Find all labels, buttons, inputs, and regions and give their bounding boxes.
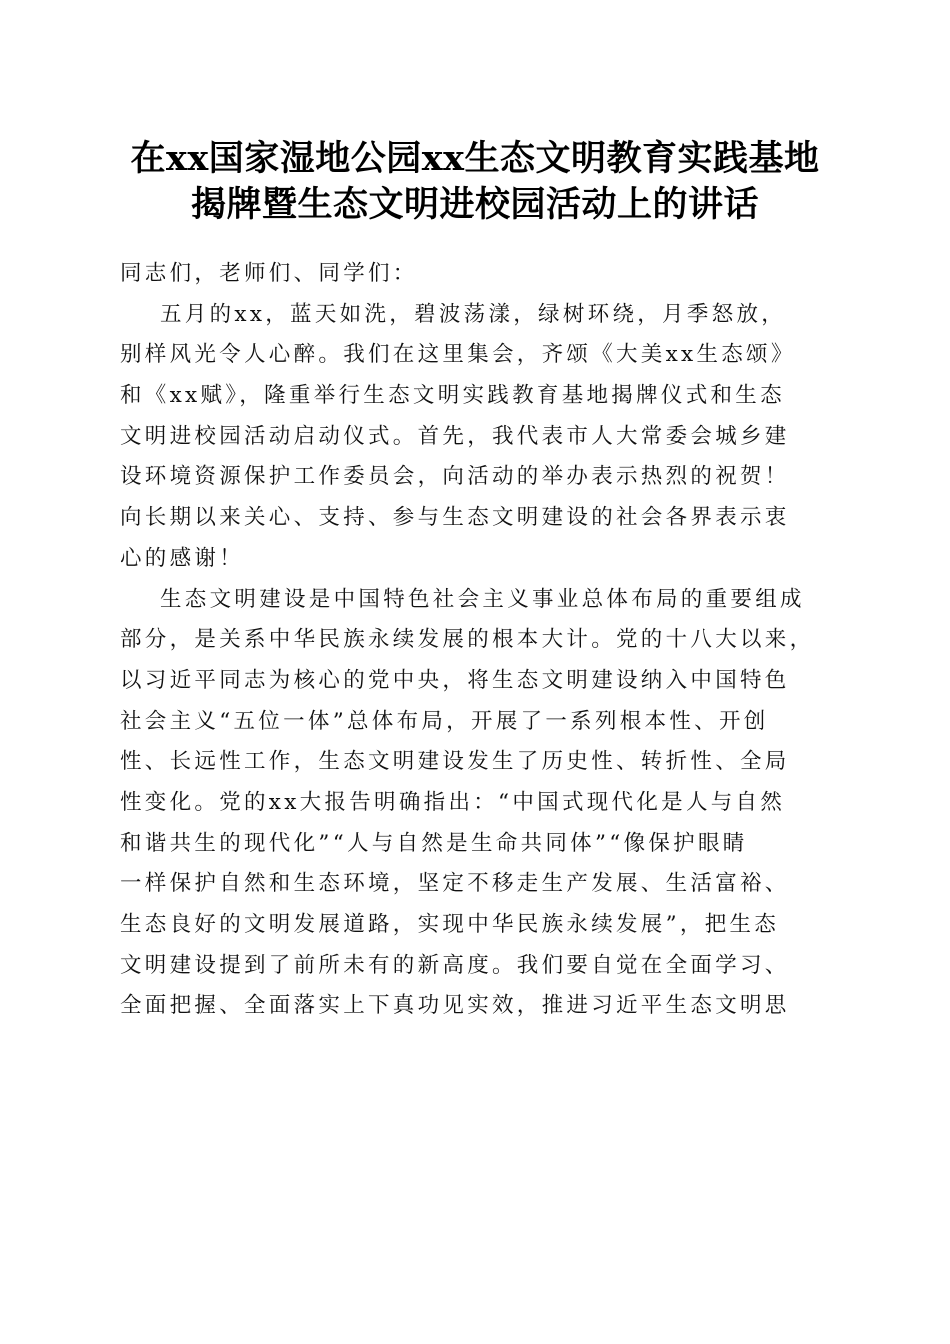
paragraph-line: 以习近平同志为核心的党中央，将生态文明建设纳入中国特色 — [120, 667, 790, 693]
paragraph-line: 全面把握、全面落实上下真功见实效，推进习近平生态文明思 — [120, 993, 790, 1019]
paragraph-line: 一样保护自然和生态环境，坚定不移走生产发展、生活富裕、 — [120, 871, 790, 897]
paragraph-opening — [120, 295, 825, 580]
title-line: 揭牌暨生态文明进校园活动上的讲话 — [190, 184, 759, 225]
salutation: 同志们，老师们、同学们： — [120, 261, 418, 286]
document-title — [100, 136, 850, 228]
paragraph-line: 部分，是关系中华民族永续发展的根本大计。党的十八大以来， — [120, 627, 815, 653]
paragraph-line: 五月的xx，蓝天如洗，碧波荡漾，绿树环绕，月季怒放， — [160, 301, 787, 327]
paragraph-line: 心的感谢！ — [120, 545, 245, 571]
paragraph-line: 和谐共生的现代化”“人与自然是生命共同体”“像保护眼睛 — [120, 830, 748, 856]
speech-body — [120, 254, 825, 1027]
paragraph-line: 文明进校园活动启动仪式。首先，我代表市人大常委会城乡建 — [120, 423, 790, 449]
paragraph-line: 生态文明建设是中国特色社会主义事业总体布局的重要组成 — [160, 586, 805, 612]
paragraph-line: 和《xx赋》，隆重举行生态文明实践教育基地揭牌仪式和生态 — [120, 383, 785, 409]
paragraph-line: 向长期以来关心、支持、参与生态文明建设的社会各界表示衷 — [120, 505, 790, 531]
paragraph-ecology — [120, 580, 825, 1028]
paragraph-line: 别样风光令人心醉。我们在这里集会，齐颂《大美xx生态颂》 — [120, 342, 796, 368]
paragraph-line: 性、长远性工作，生态文明建设发生了历史性、转折性、全局 — [120, 749, 790, 775]
title-line: 在xx国家湿地公园xx生态文明教育实践基地 — [130, 138, 820, 179]
paragraph-line: 设环境资源保护工作委员会，向活动的举办表示热烈的祝贺！ — [120, 464, 790, 490]
paragraph-line: 性变化。党的xx大报告明确指出：“中国式现代化是人与自然 — [120, 789, 786, 815]
paragraph-line: 文明建设提到了前所未有的新高度。我们要自觉在全面学习、 — [120, 952, 790, 978]
paragraph-line: 社会主义“五位一体”总体布局，开展了一系列根本性、开创 — [120, 708, 769, 734]
paragraph-line: 生态良好的文明发展道路，实现中华民族永续发展”，把生态 — [120, 912, 780, 937]
